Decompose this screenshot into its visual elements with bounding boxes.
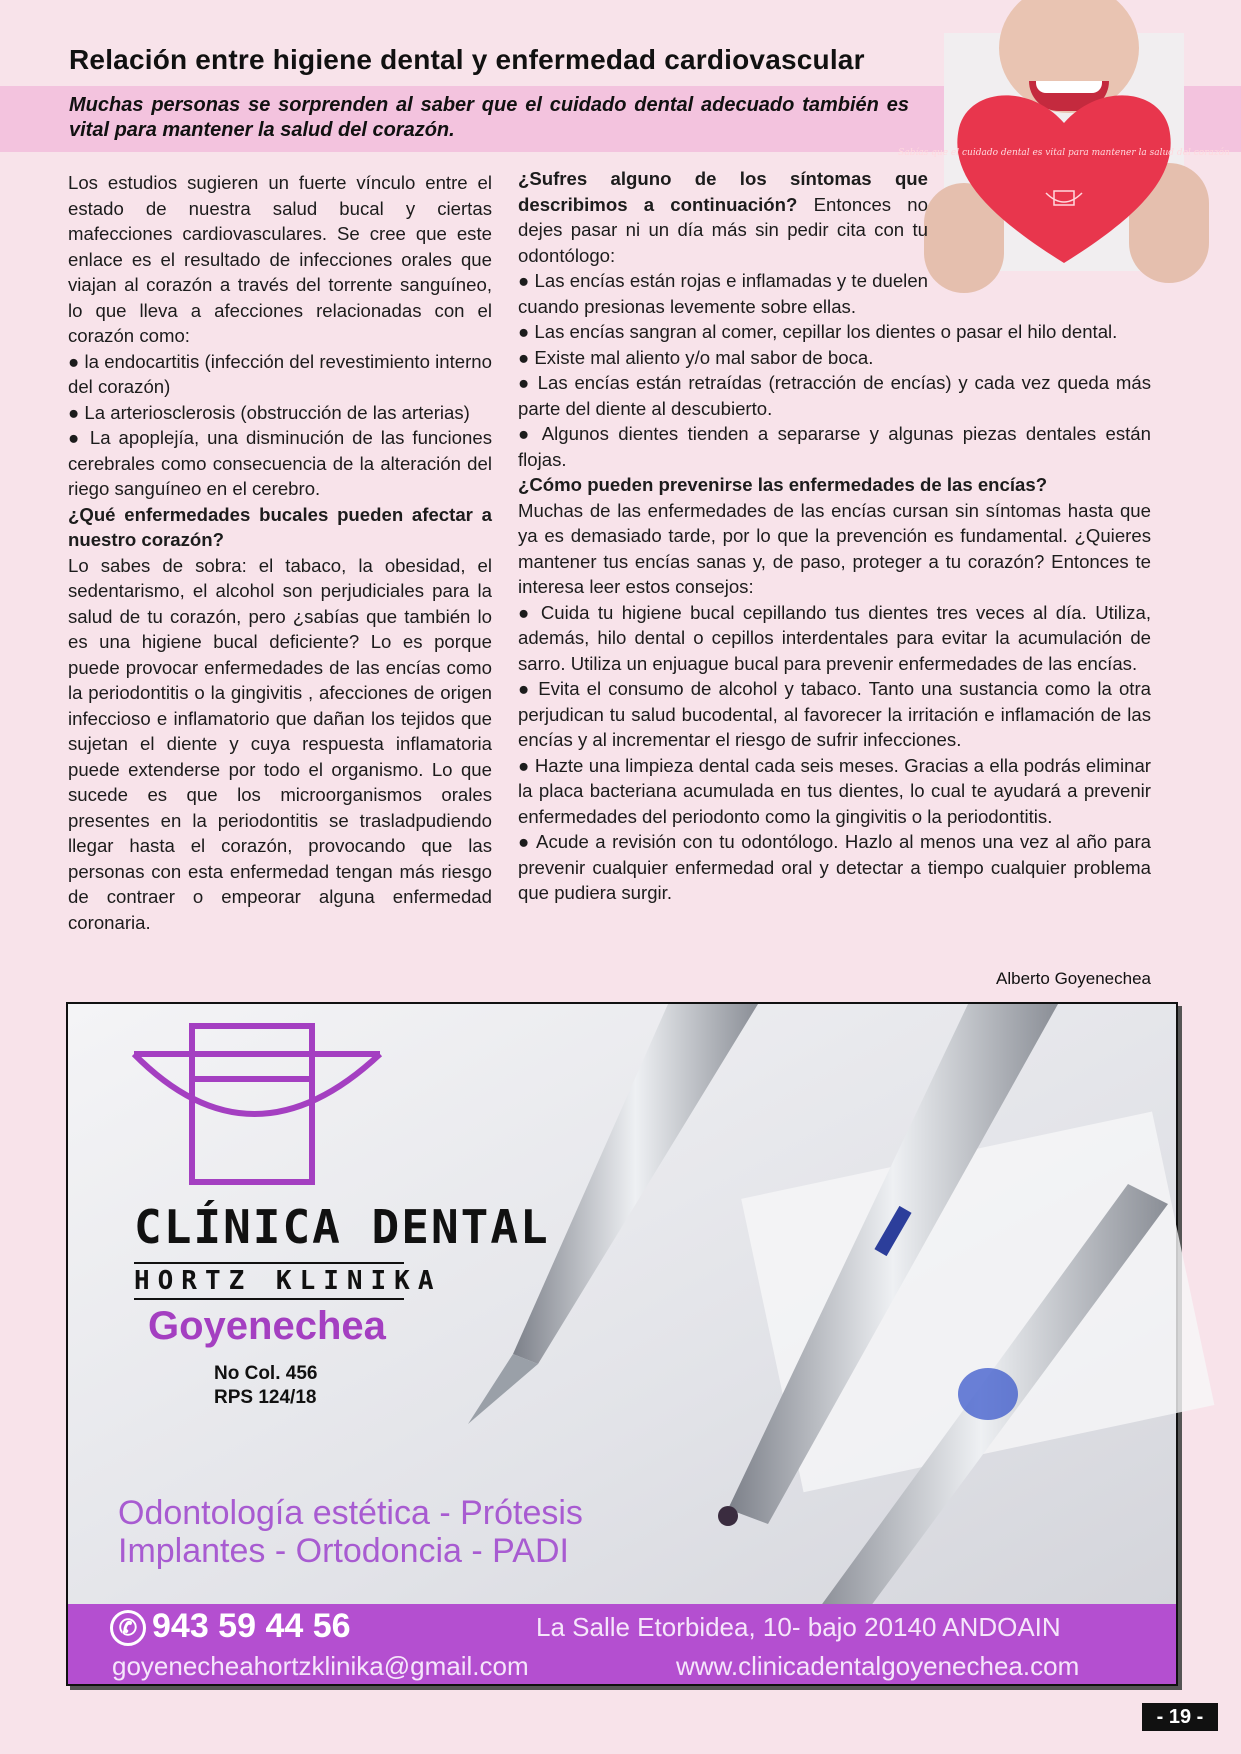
symptoms-intro [518, 166, 928, 268]
clinic-name: CLÍNICA DENTAL [134, 1200, 550, 1254]
symptom-item: ● Algunos dientes tienden a separarse y algunas piezas dentales están flojas. [518, 423, 1151, 470]
rps-number: RPS 124/18 [214, 1387, 317, 1408]
services-line: Implantes - Ortodoncia - PADI [118, 1532, 569, 1570]
phone-icon: ✆ [110, 1610, 146, 1646]
article-subtitle: Muchas personas se sorprenden al saber que el cuidado dental adecuado también es vital para mantener la salud del corazón. [69, 94, 909, 141]
section-heading: ¿Qué enfermedades bucales pueden afectar a nuestro corazón? [68, 503, 492, 550]
article-column-left [68, 170, 492, 935]
services-line: Odontología estética - Prótesis [118, 1494, 583, 1532]
clinic-brand-name: Goyenechea [148, 1304, 386, 1348]
email-address: goyenecheahortzklinika@gmail.com [112, 1651, 529, 1681]
symptom-item: ● Las encías sangran al comer, cepillar los dientes o pasar el hilo dental. [518, 321, 1118, 342]
tip-item: ● Acude a revisión con tu odontólogo. Hazlo al menos una vez al año para prevenir cualquier enfermedad oral y detectar a tiempo cualquier problema que pudiera surgir. [518, 831, 1151, 903]
symptoms-intro-text: Entonces no dejes pasar ni un día más sin pedir cita con tu odontólogo: [518, 193, 928, 266]
clinic-name-basque: HORTZ KLINIKA [134, 1262, 404, 1300]
tip-item: ● Hazte una limpieza dental cada seis meses. Gracias a ella podrás eliminar la placa bacteriana acumulada en tus dientes, lo cual te ayudará a prevenir enfermedades del periodonto como la gingivitis o la periodontitis. [518, 754, 1151, 827]
website-url: www.clinicadentalgoyenechea.com [676, 1651, 1080, 1681]
address: La Salle Etorbidea, 10- bajo 20140 ANDOAIN [536, 1612, 1061, 1642]
section-heading: ¿Sufres alguno de los síntomas que describimos a continuación? [518, 168, 928, 215]
phone-number [110, 1607, 351, 1646]
body-paragraph: Lo sabes de sobra: el tabaco, la obesidad, el sedentarismo, el alcohol son perjudiciales para la salud de tu corazón, pero ¿sabías que también lo es una higiene bucal deficiente? Lo es porque puede provocar enfermedades de las encías como la periodontitis o la gingivitis , afecciones de origen infeccioso e inflamatorio que dañan los tejidos que sujetan el diente y cuya respuesta inflamatoria puede extenderse por todo el organismo. Lo que sucede es que los microorganismos orales presentes en la periodontitis se trasladpudiendo llegar hasta el corazón, provocando que las personas con esta enfermedad tengan más riesgo de contraer o empeorar alguna enfermedad coronaria. [68, 554, 492, 933]
clinic-advertisement [66, 1002, 1178, 1686]
registration-info [214, 1362, 317, 1410]
heart-caption: Sabías que el cuidado dental es vital para mantener la salud del corazón [898, 148, 1230, 158]
symptom-item: ● Existe mal aliento y/o mal sabor de boca. [518, 346, 874, 368]
bullet-item: ● la endocartitis (infección del revestimiento interno del corazón) [68, 350, 492, 397]
tip-item: ● Cuida tu higiene bucal cepillando tus dientes tres veces al día. Utiliza, además, hilo dental o cepillos interdentales para evitar la acumulación de sarro. Utiliza un enjuague bucal para prevenir enfermedades de las encías. [518, 601, 1151, 674]
page-number: - 19 - [1142, 1703, 1218, 1731]
symptom-item: ● Las encías están rojas e inflamadas y te duelen cuando presionas levemente sobre ellas. [518, 270, 928, 317]
phone-text: 943 59 44 56 [152, 1607, 351, 1645]
article-title: Relación entre higiene dental y enfermedad cardiovascular [69, 44, 865, 75]
col-number: No Col. 456 [214, 1363, 318, 1384]
section-heading: ¿Cómo pueden prevenirse las enfermedades de las encías? [518, 474, 1048, 495]
clinic-logo-icon [132, 1024, 382, 1184]
bullet-item: ● La arteriosclerosis (obstrucción de las arterias) [68, 401, 470, 423]
author-name: Alberto Goyenechea [996, 969, 1151, 988]
article-column-right [518, 166, 1151, 906]
body-paragraph: Muchas de las enfermedades de las encías cursan sin síntomas hasta que ya es demasiado tarde, por lo que la prevención es fundamental. ¿Quieres mantener tus encías sanas y, de paso, proteger a tu corazón? Entonces te interesa leer estos consejos: [518, 499, 1151, 597]
services-list [118, 1494, 583, 1570]
bullet-item: ● La apoplejía, una disminución de las funciones cerebrales como consecuencia de la alteración del riego sanguíneo en el cerebro. [68, 427, 492, 499]
tip-item: ● Evita el consumo de alcohol y tabaco. Tanto una sustancia como la otra perjudican tu salud bucodental, al favorecer la irritación e inflamación de las encías y al incrementar el riesgo de sufrir infecciones. [518, 678, 1151, 750]
intro-paragraph: Los estudios sugieren un fuerte vínculo entre el estado de nuestra salud bucal y ciertas mafecciones cardiovasculares. Se cree que este enlace es el resultado de infecciones orales que viajan al corazón a través del torrente sanguíneo, lo que lleva a afecciones relacionadas con el corazón como: [68, 172, 492, 346]
symptom-item: ● Las encías están retraídas (retracción de encías) y cada vez queda más parte del diente al descubierto. [518, 372, 1151, 419]
